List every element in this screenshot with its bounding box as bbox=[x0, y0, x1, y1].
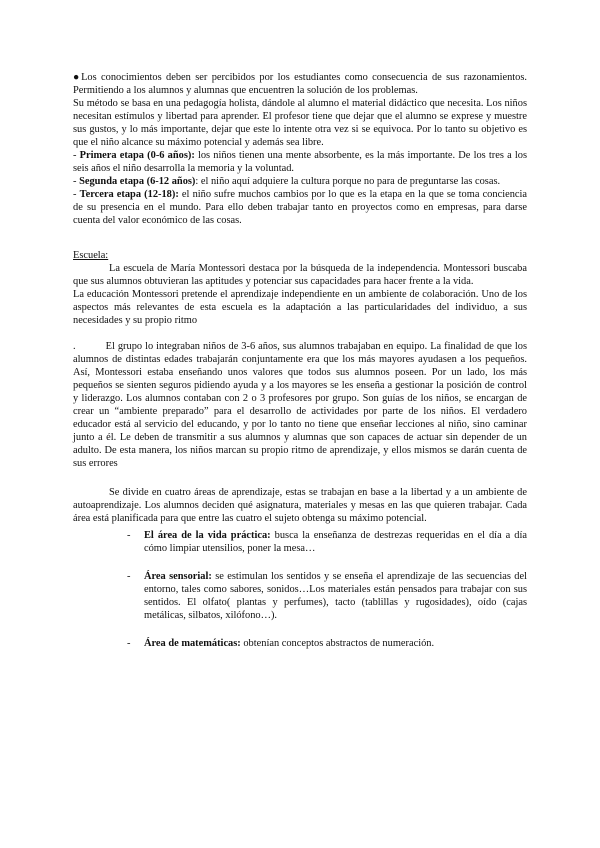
paragraph-areas: Se divide en cuatro áreas de aprendizaje, estas se trabajan en base a la libertad y a un ambiente de autoaprendizaje. Los alumnos deciden qué asignatura, materiales y mesas en las que quieren trabajar. Cada área está planificada para que entre las cuatro el sujeto obtenga su máximo potencial. bbox=[73, 487, 527, 524]
stage-second: - Segunda etapa (6-12 años): el niño aquí adquiere la cultura porque no para de preguntarse las cosas. bbox=[73, 176, 501, 187]
area-math-title: Área de matemáticas: bbox=[144, 638, 241, 649]
list-item-sensorial: - Área sensorial: se estimulan los sentidos y se enseña el aprendizaje de las secuencias del entorno, tales como sabores, sonidos…Los materiales están pensados para trabajar con sus sentidos. El olfato( plantas y perfumes), tacto (tablillas y rugosidades), oído (cajas metálicas, silbatos, xilófono…). bbox=[127, 571, 528, 621]
area-practical-title: El área de la vida práctica: bbox=[144, 530, 271, 541]
stage-third-text: el niño sufre muchos cambios por lo que es la etapa en la que se toma conciencia de su presencia en el mundo. Para ello deben trabajar tanto en proyectos como en empresas, para darse cuenta del valor económico de las cosas. bbox=[73, 189, 527, 226]
paragraph-method: Su método se basa en una pedagogía holista, dándole al alumno el material didáctico que necesita. Los niños necesitan estímulos y libertad para aprender. El profesor tiene que dejar que el alumno se exprese y muestre sus gustos, y lo más importante, dejar que este lo intente otra vez si se equivoca. Por lo tanto su objetivo es que el niño alcance su máximo potencial y además sea libre. bbox=[73, 98, 527, 148]
stage-third-title: Tercera etapa (12-18): bbox=[79, 189, 179, 200]
list-item-practical-life: - El área de la vida práctica: busca la enseñanza de destrezas requeridas en el día a día cómo limpiar utensilios, poner la mesa… bbox=[127, 530, 527, 554]
document-body bbox=[73, 71, 527, 665]
area-sensorial-title: Área sensorial: bbox=[144, 571, 212, 582]
stage-second-title: Segunda etapa (6-12 años) bbox=[79, 176, 196, 187]
stage-first-title: Primera etapa (0-6 años): bbox=[79, 150, 195, 161]
stage-second-text: : el niño aquí adquiere la cultura porque no para de preguntarse las cosas. bbox=[195, 176, 501, 187]
stage-third: - Tercera etapa (12-18): el niño sufre muchos cambios por lo que es la etapa en la que se toma conciencia de su presencia en el mundo. Para ello deben trabajar tanto en proyectos como en empresas, para darse cuenta del valor económico de las cosas. bbox=[73, 189, 527, 226]
paragraph-knowledge: ●Los conocimientos deben ser percibidos por los estudiantes como consecuencia de sus razonamientos. Permitiendo a los alumnos y alumnas que encuentren la solución de los problemas. bbox=[73, 72, 527, 96]
stage-first: - Primera etapa (0-6 años): los niños tienen una mente absorbente, es la más importante. De los tres a los seis años el niño desarrolla la memoria y la voluntad. bbox=[73, 150, 527, 174]
list-item-mathematics: - Área de matemáticas: obtenían conceptos abstractos de numeración. bbox=[127, 638, 435, 649]
stage-first-text: los niños tienen una mente absorbente, es la más importante. De los tres a los seis años el niño desarrolla la memoria y la voluntad. bbox=[73, 150, 527, 174]
school-heading: Escuela: bbox=[73, 250, 109, 261]
areas-list bbox=[73, 529, 527, 650]
paragraph-group: . El grupo lo integraban niños de 3-6 años, sus alumnos trabajaban en equipo. La finalidad de que los alumnos de distintas edades trabajarán conjuntamente era que los más mayores ayudasen a los pequeños. Así, Montessori estaba enseñando unos valores que todos sus alumnos poseen. Por un lado, los más pequeños se sienten seguros pidiendo ayuda y a los mayores se les enseña a gestionar la posición de control y liderazgo. Los alumnos contaban con 2 o 3 profesores por grupo. Son guías de los niños, se encargan de crear un “ambiente preparado” para el desarrollo de actividades por parte de los niños. El verdadero educador está al servicio del educando, y por lo tanto no tiene que enseñar lecciones al niño, sino caminar junto a él. Le deben de transmitir a sus alumnos y alumnas que son capaces de actuar sin depender de un adulto. De esta manera, los niños marcan su propio ritmo de aprendizaje, y ellos mismos se darán cuenta de sus errores bbox=[73, 341, 527, 469]
paragraph-school-independence: La escuela de María Montessori destaca por la búsqueda de la independencia. Montessori buscaba que sus alumnos obtuvieran las aptitudes y potenciar sus capacidades para hacer frente a la vida. bbox=[73, 263, 527, 287]
paragraph-school-education: La educación Montessori pretende el aprendizaje independiente en un ambiente de colaboración. Uno de los aspectos más relevantes de esta escuela es la adaptación a las particularidades del individuo, a sus necesidades y su propio ritmo bbox=[73, 289, 527, 326]
